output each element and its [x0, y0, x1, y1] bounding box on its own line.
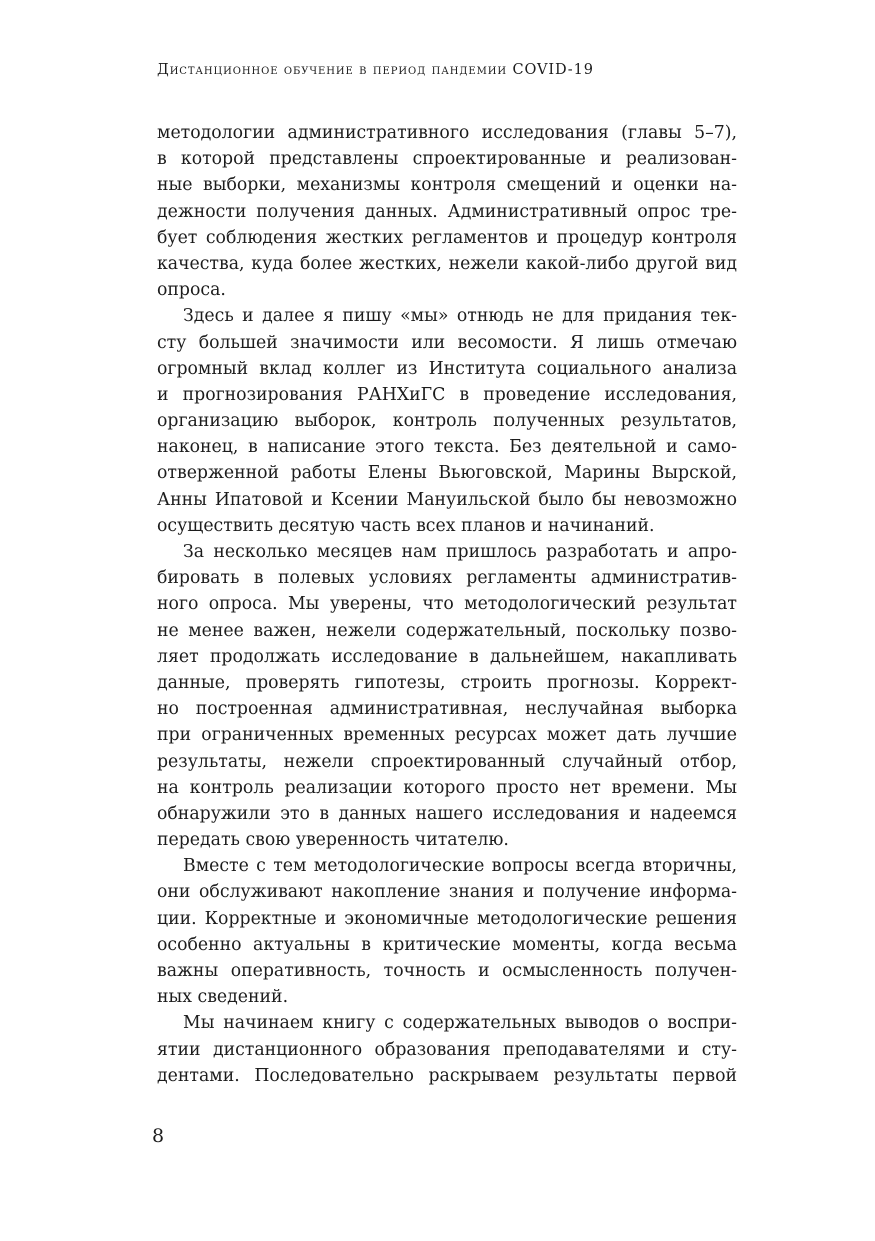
text-line: качества, куда более жестких, нежели какой-либо другой вид [157, 253, 737, 274]
text-line: ного опроса. Мы уверены, что методологический результат [157, 594, 737, 615]
text-line: осуществить десятую часть всех планов и начинаний. [157, 515, 655, 536]
text-line: бует соблюдения жестких регламентов и процедур контроля [157, 227, 737, 248]
text-line: Вместе с тем методологические вопросы всегда вторичны, [183, 856, 737, 877]
text-line: бировать в полевых условиях регламенты административ- [157, 568, 737, 589]
text-line: передать свою уверенность читателю. [157, 830, 509, 851]
paragraph [157, 1010, 737, 1089]
text-line: на контроль реализации которого просто нет времени. Мы [157, 777, 737, 798]
text-line: ляет продолжать исследование в дальнейшем, накапливать [157, 646, 737, 667]
text-line: ных сведений. [157, 987, 289, 1008]
paragraph [157, 120, 737, 303]
text-line: ные выборки, механизмы контроля смещений и оценки на- [157, 175, 737, 196]
page-number: 8 [152, 1125, 165, 1147]
text-line: сту большей значимости или весомости. Я лишь отмечаю [157, 332, 737, 353]
text-line: данные, проверять гипотезы, строить прогнозы. Коррект- [157, 672, 737, 693]
text-line: наконец, в написание этого текста. Без деятельной и само- [157, 437, 737, 458]
running-header: Дистанционное обучение в период пандемии COVID-19 [157, 62, 594, 78]
text-line: Здесь и далее я пишу «мы» отнюдь не для придания тек- [183, 306, 737, 327]
text-line: методологии административного исследования (главы 5–7), [157, 123, 737, 143]
paragraph [157, 853, 737, 1010]
text-line: результаты, нежели спроектированный случайный отбор, [157, 751, 737, 772]
text-line: дежности получения данных. Административный опрос тре- [157, 201, 737, 222]
text-line: ятии дистанционного образования преподавателями и сту- [157, 1039, 737, 1060]
text-line: Анны Ипатовой и Ксении Мануильской было бы невозможно [157, 489, 737, 510]
text-line: За несколько месяцев нам пришлось разработать и апро- [183, 542, 737, 562]
text-line: обнаружили это в данных нашего исследования и надеемся [157, 803, 737, 824]
text-line: они обслуживают накопление знания и получение информа- [157, 882, 737, 903]
paragraph [157, 303, 737, 539]
text-line: особенно актуальны в критические моменты, когда весьма [157, 934, 737, 955]
text-line: огромный вклад коллег из Института социального анализа [157, 358, 737, 379]
body-text [157, 120, 737, 1089]
text-line: при ограниченных временных ресурсах может дать лучшие [157, 725, 737, 746]
text-line: Мы начинаем книгу с содержательных выводов о воспри- [183, 1013, 737, 1034]
text-line: и прогнозирования РАНХиГС в проведение исследования, [157, 384, 737, 405]
text-line: не менее важен, нежели содержательный, поскольку позво- [157, 620, 737, 641]
text-line: ции. Корректные и экономичные методологические решения [157, 908, 737, 929]
text-line: опроса. [157, 280, 226, 301]
text-line: организацию выборок, контроль полученных результатов, [157, 411, 737, 432]
paragraph [157, 539, 737, 853]
text-line: дентами. Последовательно раскрываем результаты первой [157, 1065, 737, 1086]
text-line: в которой представлены спроектированные и реализован- [157, 149, 737, 170]
text-line: важны оперативность, точность и осмысленность получен- [157, 961, 737, 981]
text-line: но построенная административная, неслучайная выборка [157, 699, 737, 720]
text-line: отверженной работы Елены Вьюговской, Марины Вырской, [157, 463, 737, 484]
